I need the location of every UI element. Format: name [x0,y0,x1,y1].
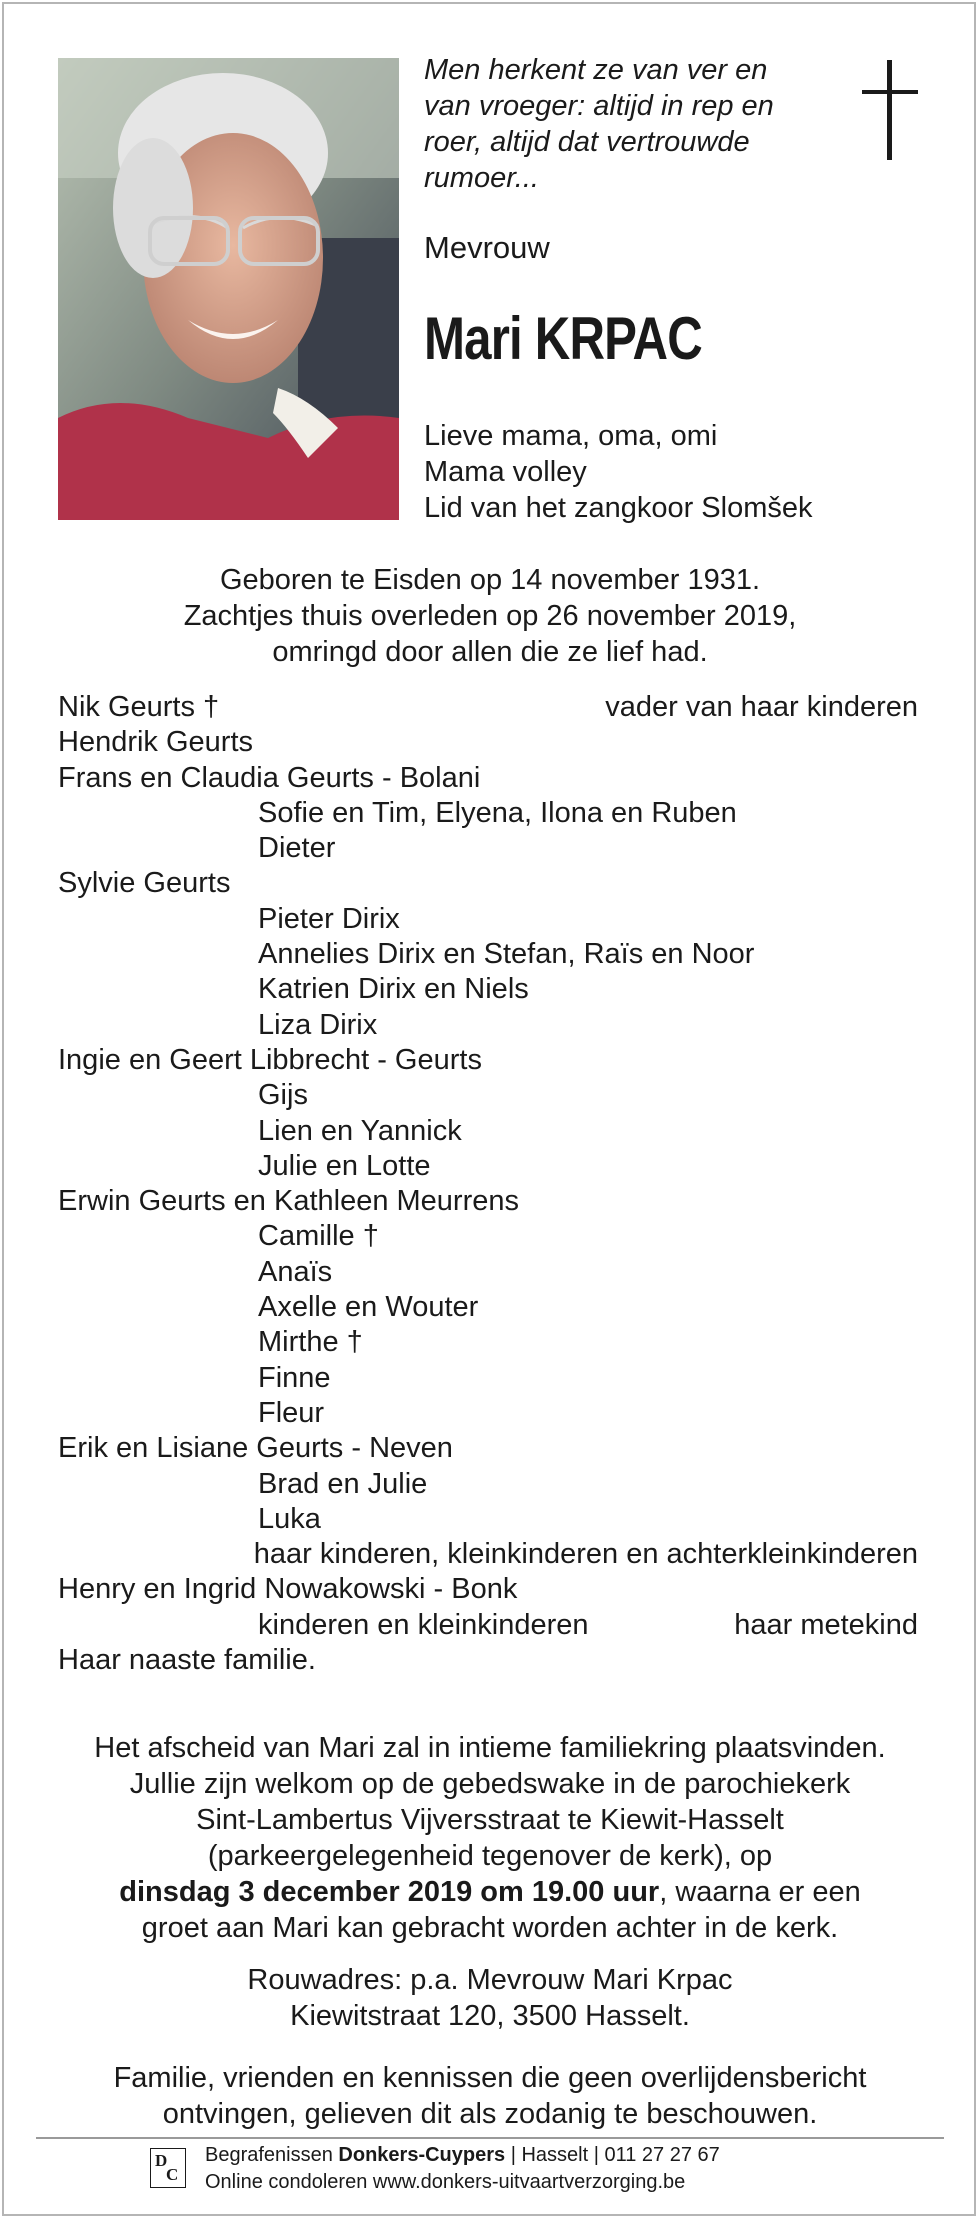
farewell-text [0,1730,980,1946]
family-row [58,1537,918,1572]
family-row [58,1184,918,1219]
family-row [58,1290,918,1325]
family-member-name: Nik Geurts † [58,691,220,723]
grandchild-name: Brad en Julie [258,1467,428,1500]
footer-divider [36,2137,944,2139]
farewell-line [0,1874,980,1910]
family-row [58,1396,918,1431]
family-row [58,1608,918,1643]
family-row [58,725,918,760]
surrounded-line: omringd door allen die ze lief had. [272,636,708,668]
relation-note: vader van haar kinderen [605,691,918,723]
family-list [58,690,918,1678]
farewell-line: Sint-Lambertus Vijversstraat te Kiewit-Hasselt [196,1804,784,1836]
grandchild-name: Luka [258,1502,321,1535]
family-row [58,1219,918,1254]
family-row [58,866,918,901]
family-member-name: Erwin Geurts en Kathleen Meurrens [58,1185,519,1218]
farewell-line: groet aan Mari kan gebracht worden achter in de kerk. [141,1912,839,1944]
address-line: Kiewitstraat 120, 3500 Hasselt. [290,2000,690,2032]
grandchild-name: Axelle en Wouter [258,1291,479,1324]
family-member-name: Sylvie Geurts [58,867,231,900]
poem [424,52,844,196]
condolence-link[interactable]: Online condoleren www.donkers-uitvaartverzorging.be [205,2171,686,2193]
grandchild-name: Gijs [258,1079,308,1112]
grandchild-name: Katrien Dirix en Niels [258,973,529,1006]
family-row [58,1467,918,1502]
closing-note [0,2060,980,2132]
grandchild-name: Fleur [258,1396,325,1429]
family-member-name: Ingie en Geert Libbrecht - Geurts [58,1043,482,1076]
farewell-line: Jullie zijn welkom op de gebedswake in de parochiekerk [129,1768,851,1800]
grandchild-name: Lien en Yannick [258,1114,462,1147]
closing-line: Familie, vrienden en kennissen die geen overlijdensbericht [113,2062,867,2094]
family-row [58,1361,918,1396]
poem-line: roer, altijd dat vertrouwde [424,126,750,158]
family-row [58,690,918,725]
farewell-line: (parkeergelegenheid tegenover de kerk), op [207,1840,773,1872]
family-row [58,1572,918,1607]
family-row [58,1043,918,1078]
role-line: Lieve mama, oma, omi [424,420,718,452]
grandchild-name: Mirthe † [258,1326,363,1359]
family-row [58,1114,918,1149]
relation-note: haar metekind [734,1608,918,1641]
family-row [58,972,918,1007]
footer [205,2142,720,2196]
grandchild-name: Pieter Dirix [258,902,400,935]
role-line: Lid van het zangkoor Slomšek [424,492,813,524]
funeral-home-name: Donkers-Cuypers [338,2144,506,2166]
poem-line: Men herkent ze van ver en [424,54,768,86]
family-row [58,796,918,831]
portrait-photo [58,58,399,520]
family-row [58,902,918,937]
farewell-line-rest: , waarna er een [659,1876,861,1908]
family-member-name: Henry en Ingrid Nowakowski - Bonk [58,1573,518,1606]
cross-icon [862,60,918,160]
footer-line-1 [205,2142,720,2169]
relation-note: haar kinderen, kleinkinderen en achterkleinkinderen [253,1538,918,1571]
grandchild-name: Sofie en Tim, Elyena, Ilona en Ruben [258,796,737,829]
family-member-name: Erik en Lisiane Geurts - Neven [58,1432,453,1465]
footer-prefix: Begrafenissen [205,2144,339,2166]
grandchild-name: Anaïs [258,1255,333,1288]
family-row [58,1255,918,1290]
family-row [58,1149,918,1184]
poem-line: van vroeger: altijd in rep en [424,90,774,122]
poem-line: rumoer... [424,162,539,194]
family-row [58,1078,918,1113]
family-member-name: Frans en Claudia Geurts - Bolani [58,761,481,794]
grandchild-name: Camille † [258,1220,379,1253]
death-line: Zachtjes thuis overleden op 26 november 2019, [183,600,797,632]
mourning-address [0,1962,980,2034]
grandchild-name: kinderen en kleinkinderen [258,1608,589,1641]
funeral-home-logo: D C [150,2148,186,2188]
family-row [58,937,918,972]
grandchild-name: Liza Dirix [258,1008,378,1041]
deceased-name: Mari KRPAC [424,305,702,372]
role-line: Mama volley [424,456,587,488]
footer-contact: | Hasselt | 011 27 27 67 [505,2144,720,2166]
family-row [58,831,918,866]
grandchild-name: Julie en Lotte [258,1149,431,1182]
family-row [58,1643,918,1678]
honorific: Mevrouw [424,230,550,265]
family-row [58,1502,918,1537]
grandchild-name: Finne [258,1361,331,1394]
family-member-name: Hendrik Geurts [58,726,254,759]
wake-date: dinsdag 3 december 2019 om 19.00 uur [119,1876,660,1908]
farewell-line: Het afscheid van Mari zal in intieme familiekring plaatsvinden. [94,1732,886,1764]
grandchild-name: Annelies Dirix en Stefan, Raïs en Noor [258,938,755,971]
birth-line: Geboren te Eisden op 14 november 1931. [219,564,761,596]
roles [424,418,813,526]
family-row [58,761,918,796]
closing-line: ontvingen, gelieven dit als zodanig te beschouwen. [162,2098,818,2130]
family-row [58,1325,918,1360]
address-line: Rouwadres: p.a. Mevrouw Mari Krpac [247,1964,733,1996]
family-row [58,1008,918,1043]
grandchild-name: Dieter [258,832,336,865]
family-member-name: Haar naaste familie. [58,1644,316,1677]
family-row [58,1431,918,1466]
birth-death-info [0,562,980,670]
